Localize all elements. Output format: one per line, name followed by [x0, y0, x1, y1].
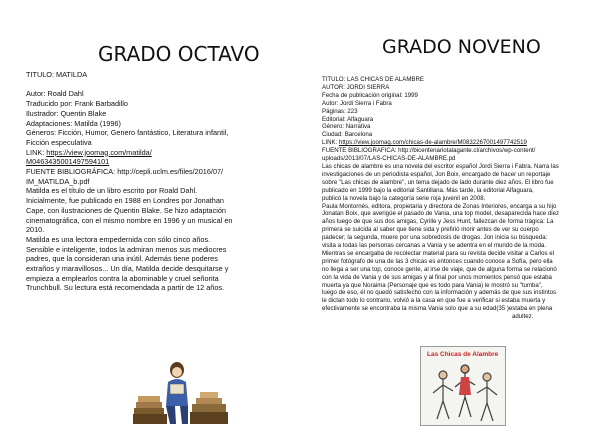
biblio-line: FUENTE BIBLIOGRÁFICA: http://bicentenariotalagante.cl/archivos/wp-content/: [322, 147, 536, 155]
summary-line: extraños y maravillosos... Un día, Matilda decide desquitarse y: [26, 264, 229, 274]
book-stack-left: [133, 396, 167, 424]
right-heading: GRADO NOVENO: [382, 36, 541, 58]
meta-line: Géneros: Ficción, Humor, Genero fantástico, Literatura infantil,: [26, 128, 229, 138]
meta-line: Ciudad: Barcelona: [322, 131, 373, 139]
link-row: [322, 139, 590, 147]
summary-line: Cape, con ilustraciones de Quentin Blake. Se hizo adaptación: [26, 205, 226, 215]
wire-figure-center: [455, 365, 475, 417]
summary-line: Mientras se encargaba de recolectar material para su revista decide visitar a Carlos el: [322, 249, 555, 257]
summary-line: Trunchbull. Su lectura está recomendada a partir de 12 años.: [26, 283, 225, 293]
wire-figure-left: [433, 371, 453, 419]
meta-line: Ficción especulativa: [26, 137, 92, 147]
summary-line: empieza a emplearlos contra la abominable y cruel señorita: [26, 273, 219, 283]
summary-line: Las chicas de alambre es una novela del escritor español Jordi Sierra i Fabra. Narra las: [322, 162, 559, 170]
meta-line: Autor: Jordi Sierra i Fabra: [322, 99, 392, 107]
summary-line: padres, que la consideran una inútil. Además tiene poderes: [26, 254, 218, 264]
summary-line: le dictan todo lo contrario, volvió a la casa en que fue a verificar si estaba muerta y: [322, 297, 546, 305]
spacer: [26, 80, 288, 90]
summary-line: adultez.: [512, 313, 534, 321]
summary-line: publicó la novela bajo la categoría serie roja juvenil en 2008.: [322, 194, 486, 202]
girl-figure: [166, 362, 188, 424]
summary-line: visita a todas las personas cercanas a Vania y se adentra en el mundo de la moda.: [322, 242, 547, 250]
summary-line: Matilda es el título de un libro escrito por Roald Dahl.: [26, 186, 198, 196]
summary-line: Inicialmente, fue publicado en 1988 en Londres por Jonathan: [26, 196, 224, 206]
left-heading: GRADO OCTAVO: [98, 42, 260, 66]
link-label: LINK:: [26, 147, 47, 157]
meta-line: Ilustrador: Quentin Blake: [26, 108, 107, 118]
meta-line: Traducido por: Frank Barbadillo: [26, 99, 128, 109]
summary-line: años luego de que sus dos amigas, Cyrille y Jess Hunt, fallezcan de forma trágica: La: [322, 218, 554, 226]
right-document: [322, 76, 590, 321]
link-url[interactable]: https://view.joomag.com/matilda/: [46, 147, 152, 157]
summary-line: Jonatan Boix, que averigüe el pasado de Vania, una top model, desaparecida hace diez: [322, 210, 560, 218]
biblio-line: FUENTE BIBLIOGRÁFICA: http://cepli.uclm.es/files/2016/07/: [26, 167, 224, 177]
summary-line: Matilda es una lectora empedernida con sólo cinco años.: [26, 234, 211, 244]
matilda-illustration: [130, 360, 230, 424]
summary-line: Paula Montornés, editora, propietaria y directora de Zonas Interiores, encarga a su hijo: [322, 202, 557, 210]
meta-line: Autor: Roald Dahl: [26, 89, 84, 99]
summary-line: publicado en 1999 bajo la editorial Santillana. Más tarde, la editorial Alfaguara,: [322, 186, 534, 194]
meta-line: AUTOR: JORDI SIERRA: [322, 83, 390, 91]
summary-line: sobre "Las chicas de alambre", un tema dejado de lado durante diez años. El libro fue: [322, 178, 554, 186]
summary-line: 2010.: [26, 225, 45, 235]
summary-line: primer fotógrafo de una de las 3 chicas es entonces cuando conoce a Sofía, pero ella: [322, 257, 553, 265]
meta-line: Género: Narrativa: [322, 123, 371, 131]
link-url-continued[interactable]: M0463435001497594101: [26, 157, 110, 167]
meta-line: Adaptaciones: Matilda (1996): [26, 118, 121, 128]
link-row: [26, 148, 288, 158]
meta-line: Fecha de publicación original: 1999: [322, 91, 418, 99]
meta-line: TITULO: LAS CHICAS DE ALAMBRE: [322, 76, 424, 83]
wire-figure-right: [477, 373, 497, 421]
cover-title: Las Chicas de Alambre: [427, 351, 499, 358]
book-cover-image: [420, 346, 506, 426]
summary-line: con la vida de Vania y de sus amigas y al final por unos momentos pensó que estaba: [322, 273, 552, 281]
left-document: [26, 70, 288, 293]
summary-line: luego de eso, él no quedó satisfecho con la información y además de que sus instintos: [322, 289, 557, 297]
summary-line: primera se suicida al saber que tiene sida y prefirió morir antes de ver su cuerpo: [322, 226, 539, 234]
summary-line: muerta ya que Noraima (Personaje que es todo para Vania) le mostró su "tumba",: [322, 281, 543, 289]
summary-line: Sensible e inteligente, todos la admiran menos sus mediocres: [26, 244, 227, 254]
summary-line: investigaciones de un periodista español, Jon Boix, encargado de hacer un reportaje: [322, 170, 551, 178]
summary-line: padecer; la segunda, muere por una sobredosis de drogas. Jon inicia su búsqueda:: [322, 234, 548, 242]
biblio-line: uploads/2013/07/LAS-CHICAS-DE-ALAMBRE.pd: [322, 155, 456, 163]
link-url[interactable]: https://view.joomag.com/chicas-de-alambre/M0832267001497742519: [338, 139, 527, 147]
title-line: TITULO: MATILDA: [26, 70, 88, 79]
summary-line: no llega a ser una top, conoce gente, al irse de viaje, que de alguna forma se relacionó: [322, 265, 557, 273]
biblio-line: IM_MATILDA_b.pdf: [26, 176, 90, 186]
meta-line: Páginas: 223: [322, 107, 358, 115]
link-label: LINK:: [322, 139, 339, 147]
summary-line: efectivamente se encontraba la misma Vania solo que a su edad(35 )estaba en plena: [322, 305, 553, 313]
book-stack-right: [190, 392, 228, 424]
cover-artwork: [421, 347, 505, 425]
summary-line: cinematográfica, con el mismo nombre en 1996 y un musical en: [26, 215, 233, 225]
meta-line: Editorial: Alfaguara: [322, 115, 374, 123]
